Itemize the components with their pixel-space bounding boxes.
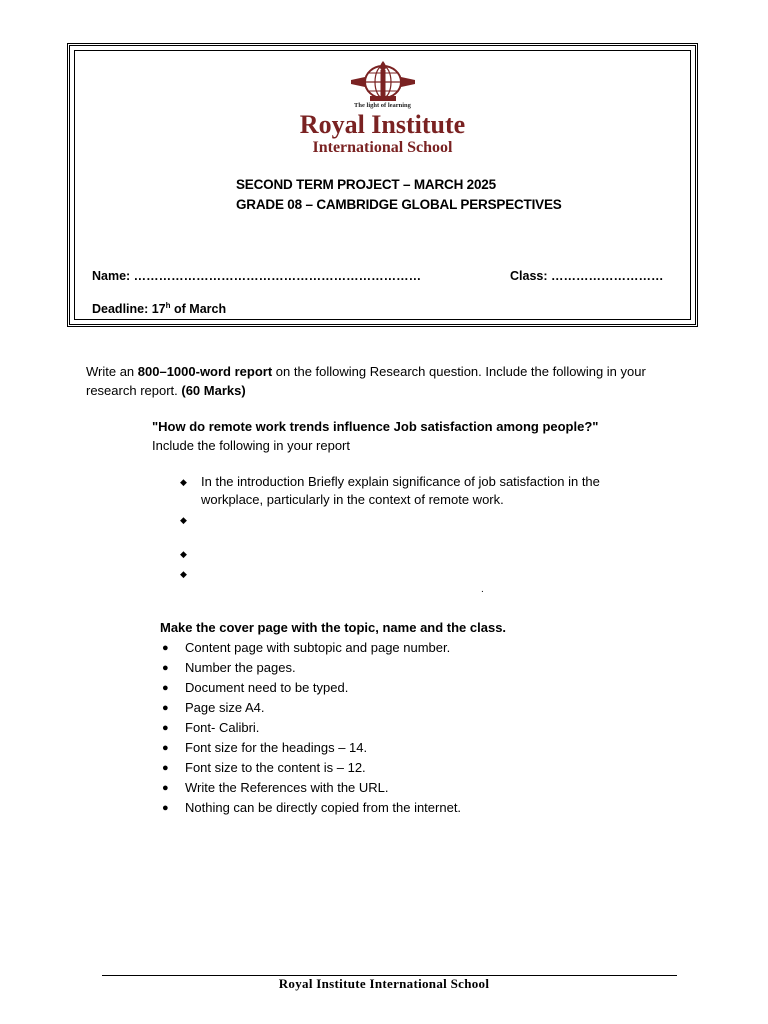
list-item: ● Number the pages. (160, 658, 620, 678)
intro-pre: Write an (86, 364, 138, 379)
bullet-icon: ● (162, 762, 169, 774)
project-title (236, 175, 562, 215)
list-item: ● Font size for the headings – 14. (160, 738, 620, 758)
footer-text: Royal Institute International School (278, 976, 490, 991)
bullet-icon: ● (162, 722, 169, 734)
project-title-line2: GRADE 08 – CAMBRIDGE GLOBAL PERSPECTIVES (236, 197, 562, 212)
list-item: ◆ In the introduction Briefly explain significance of job satisfaction in the workplace, particularly in the context of remote work. (180, 474, 600, 507)
research-question: "How do remote work trends influence Job satisfaction among people?" (152, 419, 599, 434)
trailing-dot: . (481, 584, 484, 595)
deadline-suffix: of March (170, 302, 227, 316)
school-tagline: The light of learning (354, 102, 411, 109)
bullet-icon: ● (162, 742, 169, 754)
list-item (180, 545, 660, 563)
list-item: ● Document need to be typed. (160, 678, 620, 698)
list-item (180, 565, 660, 583)
intro-word-count: 800–1000-word report (137, 364, 273, 379)
header-box (67, 43, 698, 327)
bullet-icon: ● (162, 682, 169, 694)
list-item: ● Content page with subtopic and page number. (160, 638, 620, 658)
deadline (92, 302, 226, 316)
bullet-icon: ● (162, 662, 169, 674)
project-title-line1: SECOND TERM PROJECT – MARCH 2025 (236, 177, 496, 192)
name-field: Name: …………………………………………………………… (92, 269, 422, 283)
bullet-icon: ● (162, 782, 169, 794)
list-item: ● Font size to the content is – 12. (160, 758, 620, 778)
class-field: Class: ……………………… (510, 269, 664, 283)
requirements-list (160, 638, 620, 818)
bullet-icon: ● (162, 642, 169, 654)
school-logo (338, 60, 428, 109)
list-item: ● Nothing can be directly copied from the internet. (160, 798, 620, 818)
diamond-bullet-icon: ◆ (180, 477, 187, 487)
deadline-prefix: Deadline: 17 (92, 302, 166, 316)
school-name: Royal Institute (299, 110, 466, 139)
bullet-icon: ● (162, 702, 169, 714)
list-item: ● Write the References with the URL. (160, 778, 620, 798)
diamond-bullet-icon: ◆ (180, 549, 187, 559)
bullet-icon: ● (162, 802, 169, 814)
diamond-bullet-icon: ◆ (180, 569, 187, 579)
include-line: Include the following in your report (152, 438, 351, 453)
deadline-superscript: h (165, 300, 171, 310)
intro-post: on the following Research question. Include the following in your research report. (86, 364, 646, 398)
list-item: ● Font- Calibri. (160, 718, 620, 738)
research-question-block (152, 417, 672, 455)
requirements-title: Make the cover page with the topic, name and the class. (160, 620, 507, 635)
marks: (60 Marks) (181, 383, 246, 398)
globe-torch-icon (348, 60, 418, 102)
list-item: ● Page size A4. (160, 698, 620, 718)
list-item (180, 511, 660, 529)
report-points-list (180, 473, 660, 583)
intro-paragraph (86, 362, 676, 400)
diamond-bullet-icon: ◆ (180, 515, 187, 525)
school-subtitle: International School (312, 139, 453, 156)
